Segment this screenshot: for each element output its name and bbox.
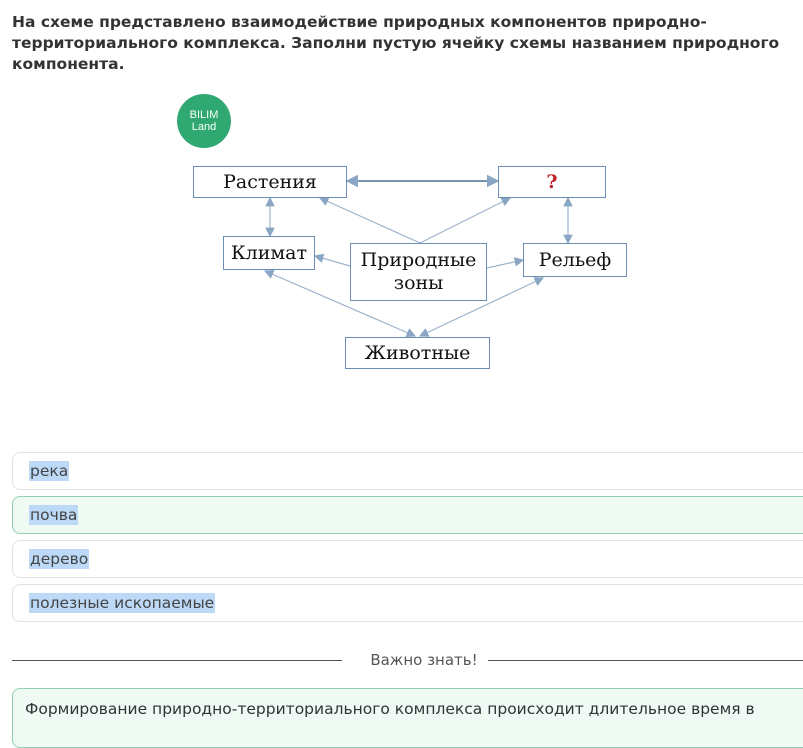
box-climate: Климат: [223, 236, 315, 270]
info-text: Формирование природно-территориального комплекса происходит длительное время в: [25, 700, 755, 718]
option-soil[interactable]: почва: [12, 496, 803, 534]
option-tree[interactable]: дерево: [12, 540, 803, 578]
question-text: На схеме представлено взаимодействие природных компонентов природно-территориального комплекса. Заполни пустую ячейку схемы названием природного компонента.: [12, 13, 780, 73]
arrow-zones-climate: [315, 256, 350, 266]
box-natural-zones: Природные зоны: [350, 243, 487, 301]
bilimland-logo: BILIM Land: [177, 94, 231, 148]
nature-complex-diagram: [165, 88, 645, 378]
important-divider: [12, 650, 803, 670]
option-river[interactable]: река: [12, 452, 803, 490]
important-label: Важно знать!: [370, 651, 478, 669]
arrow-zones-unknown: [420, 198, 510, 243]
arrow-zones-plants: [320, 198, 420, 243]
answer-options: [12, 452, 803, 628]
box-relief: Рельеф: [523, 243, 627, 277]
option-minerals[interactable]: полезные ископаемые: [12, 584, 803, 622]
info-box: [12, 688, 803, 748]
arrow-zones-relief: [487, 260, 523, 268]
diagram-arrows: [165, 88, 645, 378]
box-plants: Растения: [193, 166, 347, 198]
box-animals: Животные: [345, 337, 490, 369]
box-unknown: ?: [498, 166, 606, 198]
